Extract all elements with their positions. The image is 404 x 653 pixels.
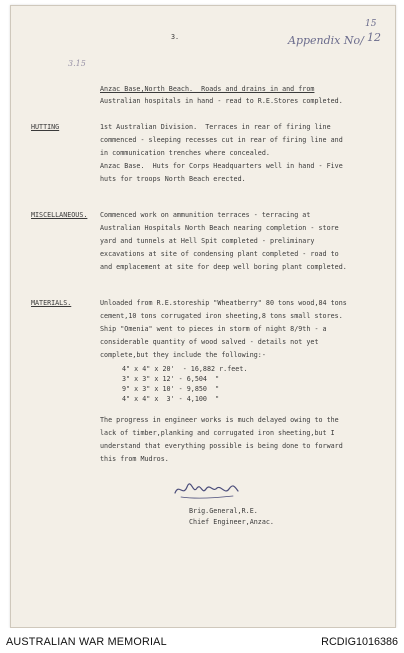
catalog-id: RCDIG1016386: [321, 636, 398, 648]
heading-materials: MATERIALS.: [31, 299, 72, 307]
materials-line-5: complete,but they include the following:-: [100, 351, 266, 359]
anzac-north-line-1: [100, 84, 314, 95]
misc-line-2: Australian Hospitals North Beach nearing completion - store: [100, 224, 339, 232]
signature-rank: Brig.General,R.E.: [189, 507, 258, 515]
anzac-north-text: Anzac Base,North Beach. Roads and drains in and from: [100, 85, 315, 93]
hutting-line-4: Anzac Base. Huts for Corps Headquarters well in hand - Five: [100, 162, 343, 170]
timber-row: 9" x 3" x 10' - 9,850 ": [122, 385, 220, 393]
document-page: [10, 5, 396, 628]
signature-title: Chief Engineer,Anzac.: [189, 518, 274, 526]
misc-line-5: and emplacement at site for deep well boring plant completed.: [100, 263, 347, 271]
closing-line-4: this from Mudros.: [100, 455, 169, 463]
hutting-line-5: huts for troops North Beach erected.: [100, 175, 246, 183]
materials-line-3: Ship "Omenia" went to pieces in storm of night 8/9th - a: [100, 325, 327, 333]
hutting-line-2: commenced - sleeping recesses cut in rear of firing line and: [100, 136, 343, 144]
heading-hutting: HUTTING: [31, 123, 60, 131]
materials-line-4: considerable quantity of wood salved - details not yet: [100, 338, 319, 346]
timber-row: 4" x 4" x 3' - 4,100 ": [122, 395, 220, 403]
closing-line-2: lack of timber,planking and corrugated iron sheeting,but I: [100, 429, 335, 437]
hutting-line-1: 1st Australian Division. Terraces in rear of firing line: [100, 123, 331, 131]
closing-line-1: The progress in engineer works is much delayed owing to the: [100, 416, 339, 424]
timber-row: 4" x 4" x 20' - 16,882 r.feet.: [122, 365, 248, 373]
appendix-number-alt: 12: [367, 31, 381, 44]
appendix-annotation: Appendix No/: [288, 34, 364, 47]
anzac-north-line-2: Australian hospitals in hand - read to R.E.Stores completed.: [100, 97, 343, 105]
heading-miscellaneous: MISCELLANEOUS.: [31, 211, 88, 219]
appendix-number: 15: [365, 19, 377, 29]
timber-row: 3" x 3" x 12' - 6,504 ": [122, 375, 220, 383]
misc-line-4: excavations at site of condensing plant completed - road to: [100, 250, 339, 258]
institution-name: AUSTRALIAN WAR MEMORIAL: [6, 636, 167, 648]
materials-line-2: cement,10 tons corrugated iron sheeting,8 tons small stores.: [100, 312, 343, 320]
handwritten-signature: [171, 479, 241, 503]
hutting-line-3: in communication trenches where concealed.: [100, 149, 270, 157]
misc-line-3: yard and tunnels at Hell Spit completed - preliminary: [100, 237, 315, 245]
archive-footer: [0, 628, 404, 653]
margin-note: 3.15: [68, 59, 86, 68]
materials-line-1: Unloaded from R.E.storeship "Wheatberry" 80 tons wood,84 tons: [100, 299, 347, 307]
page-number: 3.: [171, 33, 180, 41]
misc-line-1: Commenced work on ammunition terraces - terracing at: [100, 211, 311, 219]
closing-line-3: understand that everything possible is being done to forward: [100, 442, 343, 450]
